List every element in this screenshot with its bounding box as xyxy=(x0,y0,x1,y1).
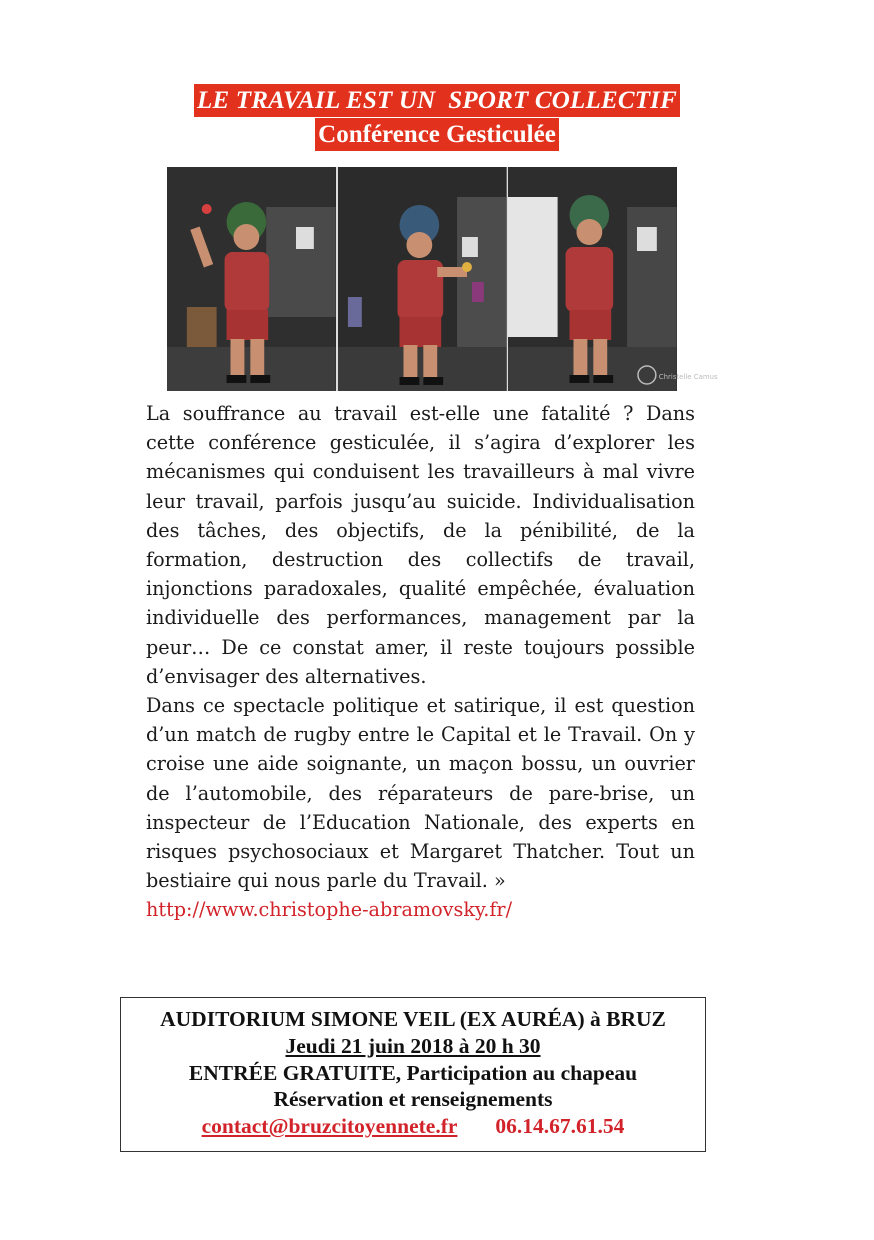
contact-email-link[interactable]: contact@bruzcitoyennete.fr xyxy=(201,1114,458,1139)
page-subtitle: Conférence Gesticulée xyxy=(315,118,559,151)
venue: AUDITORIUM SIMONE VEIL (EX AURÉA) à BRUZ xyxy=(160,1007,666,1031)
page-title: LE TRAVAIL EST UN SPORT COLLECTIF xyxy=(194,84,680,117)
event-info-box xyxy=(120,997,706,1152)
title-block xyxy=(0,84,874,151)
description xyxy=(146,399,695,925)
contact-row xyxy=(121,1113,705,1140)
website-link[interactable]: http://www.christophe-abramovsky.fr/ xyxy=(146,898,513,922)
contact-phone: 06.14.67.61.54 xyxy=(495,1114,625,1139)
description-paragraph-2: Dans ce spectacle politique et satirique, il est question d’un match de rugby entre le Capital et le Travail. On y croise une aide soignante, un maçon bossu, un ouvrier de l’automobile, des réparateurs de pare-brise, un inspecteur de l’Education Nationale, des experts en risques psychosociaux et Margaret Thatcher. Tout un bestiaire qui nous parle du Travail. » xyxy=(146,694,695,893)
photo-strip xyxy=(167,167,719,391)
performer-photo-3 xyxy=(508,167,719,391)
description-paragraph-1: La souffrance au travail est-elle une fatalité ? Dans cette conférence gesticulée, il s’agira d’explorer les mécanismes qui conduisent les travailleurs à mal vivre leur travail, parfois jusqu’au suicide. Individualisation des tâches, des objectifs, de la pénibilité, de la formation, destruction des collectifs de travail, injonctions paradoxales, qualité empêchée, évaluation individuelle des performances, management par la peur… De ce constat amer, il reste toujours possible d’envisager des alternatives. xyxy=(146,402,695,688)
performer-photo-1 xyxy=(167,167,338,391)
photo-watermark: Christelle Camus xyxy=(659,372,719,382)
performer-photo-2 xyxy=(338,167,509,391)
event-date: Jeudi 21 juin 2018 à 20 h 30 xyxy=(285,1033,541,1058)
reservation-label: Réservation et renseignements xyxy=(273,1087,553,1112)
entry-info: ENTRÉE GRATUITE, Participation au chapeau xyxy=(188,1060,638,1085)
